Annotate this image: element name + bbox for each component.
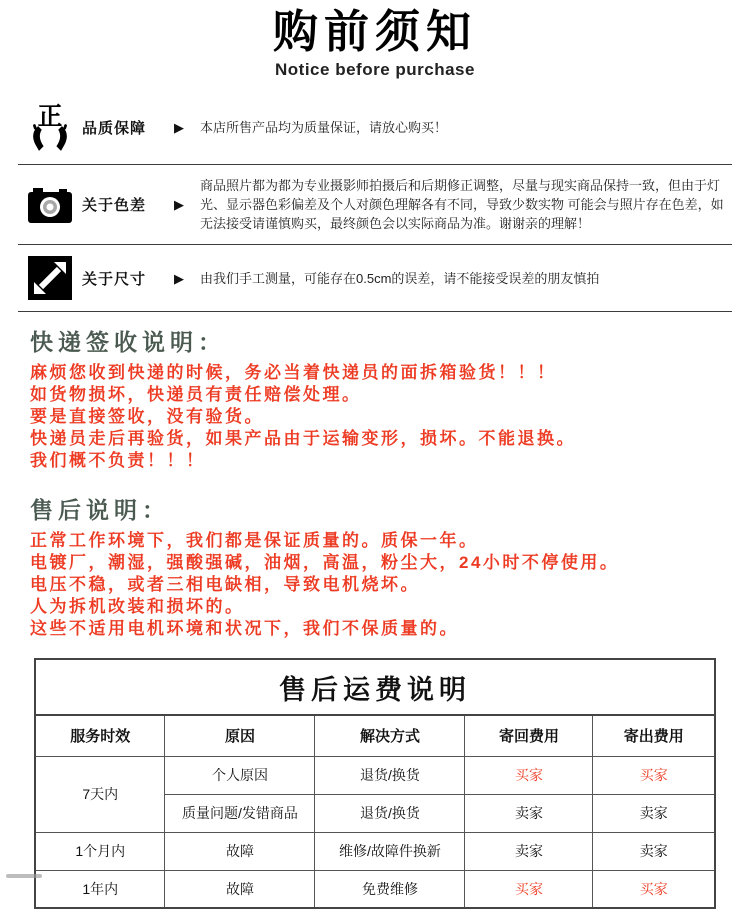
delivery-line: 如货物损坏，快递员有责任赔偿处理。 <box>30 385 362 404</box>
cell-service-time: 1年内 <box>35 870 165 908</box>
cell-return-fee: 卖家 <box>465 794 593 832</box>
aftersale-section-heading: 售后说明： <box>30 497 170 523</box>
table-row <box>35 832 715 870</box>
row-text-color: 商品照片都为都为专业摄影师拍摄后和后期修正调整，尽量与现实商品保持一致，但由于灯光、显示器色彩偏差及个人对颜色理解各有不同，导致少数实物 可能会与照片存在色差，如无法接受请谨慎购买，最终颜色会以实际商品为准。谢谢亲的理解！ <box>200 178 724 231</box>
cell-solution: 退货/换货 <box>315 794 465 832</box>
cell-ship-fee: 卖家 <box>593 794 715 832</box>
cell-reason: 质量问题/发错商品 <box>165 794 315 832</box>
col-header-reason: 原因 <box>165 715 315 756</box>
page-subtitle: Notice before purchase <box>275 60 475 79</box>
cell-reason: 故障 <box>165 832 315 870</box>
diagonal-measure-arrow-icon <box>18 256 82 300</box>
table-row <box>35 870 715 908</box>
aftersale-line: 人为拆机改装和损坏的。 <box>30 597 245 616</box>
table-header-row <box>35 715 715 756</box>
col-header-solution: 解决方式 <box>315 715 465 756</box>
aftersale-line: 这些不适用电机环境和状况下，我们不保质量的。 <box>30 619 459 638</box>
triangle-bullet-icon: ▶ <box>174 270 184 286</box>
aftersale-line: 正常工作环境下，我们都是保证质量的。质保一年。 <box>30 531 479 550</box>
aftersale-line: 电压不稳，或者三相电缺相，导致电机烧坏。 <box>30 575 420 594</box>
delivery-signoff-section <box>30 324 730 472</box>
row-label-size: 关于尺寸 <box>82 270 147 288</box>
cell-reason: 故障 <box>165 870 315 908</box>
row-label-quality: 品质保障 <box>82 119 147 137</box>
zheng-character: 正 <box>37 101 63 131</box>
delivery-line: 我们概不负责！！！ <box>30 451 206 470</box>
cell-ship-fee: 买家 <box>593 870 715 908</box>
table-row <box>35 756 715 794</box>
cell-reason: 个人原因 <box>165 756 315 794</box>
row-label-color: 关于色差 <box>82 197 147 214</box>
notice-rows <box>18 90 732 312</box>
col-header-return-fee: 寄回费用 <box>465 715 593 756</box>
cell-service-time: 7天内 <box>35 756 165 832</box>
triangle-bullet-icon: ▶ <box>174 119 184 135</box>
camera-icon <box>18 187 82 223</box>
notice-row-color <box>18 165 732 245</box>
row-text-quality: 本店所售产品均为质量保证，请放心购买！ <box>200 119 448 135</box>
cell-service-time: 1个月内 <box>35 832 165 870</box>
cell-solution: 退货/换货 <box>315 756 465 794</box>
delivery-line: 要是直接签收，没有验货。 <box>30 407 264 426</box>
cell-solution: 维修/故障件换新 <box>315 832 465 870</box>
cell-return-fee: 买家 <box>465 870 593 908</box>
hands-holding-zheng-icon <box>18 101 82 153</box>
table-title: 售后运费说明 <box>35 659 715 715</box>
col-header-service-time: 服务时效 <box>35 715 165 756</box>
cell-ship-fee: 买家 <box>593 756 715 794</box>
delivery-line: 麻烦您收到快递的时候，务必当着快递员的面拆箱验货！！！ <box>30 363 557 382</box>
table-title-row <box>35 659 715 715</box>
notice-row-size <box>18 245 732 312</box>
col-header-ship-fee: 寄出费用 <box>593 715 715 756</box>
delivery-section-heading: 快递签收说明： <box>30 329 226 355</box>
page-title: 购前须知 <box>272 6 477 57</box>
cell-ship-fee: 卖家 <box>593 832 715 870</box>
row-text-size: 由我们手工测量，可能存在0.5cm的误差，请不能接受误差的朋友慎拍 <box>200 270 600 286</box>
delivery-line: 快递员走后再验货，如果产品由于运输变形，损坏。不能退换。 <box>30 429 576 448</box>
page-header <box>0 0 750 80</box>
cell-return-fee: 买家 <box>465 756 593 794</box>
cell-return-fee: 卖家 <box>465 832 593 870</box>
notice-row-quality <box>18 90 732 165</box>
cropped-next-image-fragment <box>6 874 42 878</box>
aftersale-line: 电镀厂，潮湿，强酸强碱，油烟，高温，粉尘大，24小时不停使用。 <box>30 553 620 572</box>
cell-solution: 免费维修 <box>315 870 465 908</box>
triangle-bullet-icon: ▶ <box>174 197 184 212</box>
shipping-fee-table <box>34 658 716 909</box>
aftersale-section <box>30 492 730 640</box>
